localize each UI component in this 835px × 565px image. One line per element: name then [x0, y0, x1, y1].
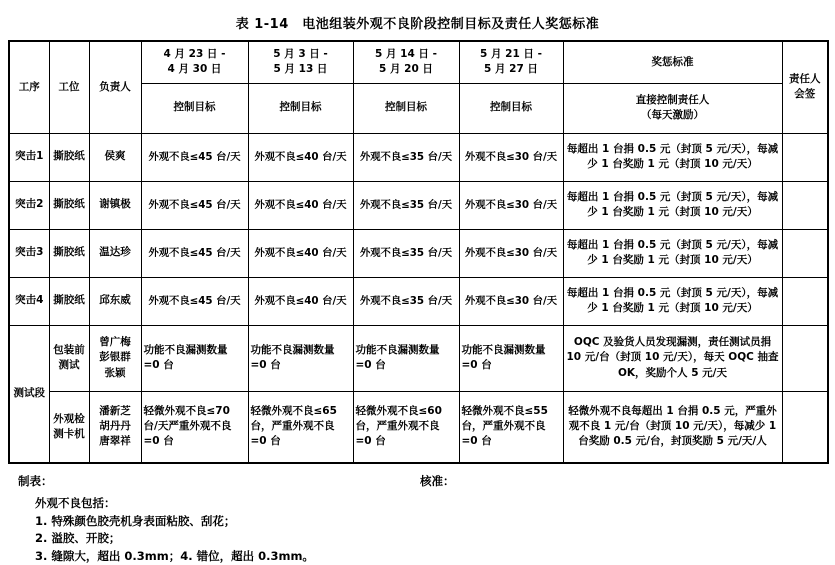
owner-name: 胡丹丹 — [92, 419, 139, 434]
header-reward-sub — [563, 83, 782, 133]
cell-target: 外观不良≤45 台/天 — [141, 277, 248, 325]
cell-target: 外观不良≤30 台/天 — [459, 277, 563, 325]
header-control-target-1: 控制目标 — [141, 83, 248, 133]
cell-process: 突击3 — [9, 229, 49, 277]
cell-owner — [89, 325, 141, 391]
cell-station: 撕胶纸 — [49, 229, 89, 277]
cell-target: 外观不良≤40 台/天 — [248, 133, 353, 181]
cell-owner — [89, 391, 141, 463]
header-station: 工位 — [49, 41, 89, 133]
table-header-row-1 — [9, 41, 828, 83]
header-control-target-3: 控制目标 — [353, 83, 459, 133]
cell-target: 外观不良≤30 台/天 — [459, 133, 563, 181]
cell-reward: 轻微外观不良每超出 1 台捐 0.5 元，严重外观不良 1 元/台（封顶 10 元/天），每减少 1 台奖励 0.5 元/台，封顶奖励 5 元/天/人 — [563, 391, 782, 463]
cell-process: 突击4 — [9, 277, 49, 325]
cell-station: 撕胶纸 — [49, 181, 89, 229]
table-row — [9, 133, 828, 181]
header-period-2 — [248, 41, 353, 83]
cell-countersign — [782, 277, 828, 325]
cell-target: 外观不良≤45 台/天 — [141, 229, 248, 277]
period-line: 5 月 3 日 - — [251, 47, 351, 62]
note-item: 3. 缝隙大，超出 0.3mm；4. 错位，超出 0.3mm。 — [35, 548, 835, 565]
cell-reward: 每超出 1 台捐 0.5 元（封顶 5 元/天），每减少 1 台奖励 1 元（封顶 10 元/天） — [563, 277, 782, 325]
cell-target: 轻微外观不良≤65 台，严重外观不良 =0 台 — [248, 391, 353, 463]
cell-target: 外观不良≤30 台/天 — [459, 229, 563, 277]
cell-target: 外观不良≤35 台/天 — [353, 181, 459, 229]
owner-name: 彭银群 — [92, 350, 139, 365]
owner-name: 张颖 — [92, 366, 139, 381]
table-row — [9, 229, 828, 277]
cell-station: 外观检测卡机 — [49, 391, 89, 463]
period-line: 5 月 20 日 — [356, 62, 457, 77]
cell-owner — [89, 181, 141, 229]
reward-sub-line: 直接控制责任人 — [566, 93, 780, 108]
cell-process: 突击2 — [9, 181, 49, 229]
header-reward-title: 奖惩标准 — [563, 41, 782, 83]
table-row — [9, 181, 828, 229]
owner-name: 唐翠祥 — [92, 434, 139, 449]
cell-countersign — [782, 133, 828, 181]
cell-countersign — [782, 391, 828, 463]
header-period-4 — [459, 41, 563, 83]
cell-target: 轻微外观不良≤55 台，严重外观不良 =0 台 — [459, 391, 563, 463]
cell-station: 撕胶纸 — [49, 133, 89, 181]
note-item: 1. 特殊颜色胶壳机身表面粘胶、刮花； — [35, 513, 835, 531]
owner-name: 潘新芝 — [92, 404, 139, 419]
note-title: 外观不良包括： — [35, 495, 835, 513]
cell-owner — [89, 229, 141, 277]
countersign-line: 会签 — [785, 87, 826, 102]
period-line: 4 月 30 日 — [144, 62, 246, 77]
cell-target: 功能不良漏测数量 =0 台 — [141, 325, 248, 391]
period-line: 5 月 13 日 — [251, 62, 351, 77]
owner-name: 温达珍 — [92, 245, 139, 260]
table-row — [9, 391, 828, 463]
cell-target: 功能不良漏测数量 =0 台 — [459, 325, 563, 391]
cell-target: 外观不良≤45 台/天 — [141, 181, 248, 229]
cell-station: 撕胶纸 — [49, 277, 89, 325]
cell-target: 外观不良≤45 台/天 — [141, 133, 248, 181]
maker-label: 制表： — [18, 474, 53, 488]
cell-owner — [89, 133, 141, 181]
cell-target: 轻微外观不良≤60 台，严重外观不良 =0 台 — [353, 391, 459, 463]
cell-target: 外观不良≤35 台/天 — [353, 277, 459, 325]
header-countersign — [782, 41, 828, 133]
cell-target: 外观不良≤35 台/天 — [353, 133, 459, 181]
countersign-line: 责任人 — [785, 72, 826, 87]
header-process: 工序 — [9, 41, 49, 133]
cell-reward: 每超出 1 台捐 0.5 元（封顶 5 元/天），每减少 1 台奖励 1 元（封顶 10 元/天） — [563, 181, 782, 229]
period-line: 5 月 27 日 — [462, 62, 561, 77]
header-control-target-2: 控制目标 — [248, 83, 353, 133]
note-item: 2. 溢胶、开胶； — [35, 530, 835, 548]
header-period-3 — [353, 41, 459, 83]
page-title: 表 1-14 电池组装外观不良阶段控制目标及责任人奖惩标准 — [0, 0, 835, 32]
cell-reward: 每超出 1 台捐 0.5 元（封顶 5 元/天），每减少 1 台奖励 1 元（封顶 10 元/天） — [563, 229, 782, 277]
table-row — [9, 277, 828, 325]
cell-reward: 每超出 1 台捐 0.5 元（封顶 5 元/天），每减少 1 台奖励 1 元（封顶 10 元/天） — [563, 133, 782, 181]
owner-name: 谢镇极 — [92, 197, 139, 212]
owner-name: 邱东威 — [92, 293, 139, 308]
owner-name: 侯爽 — [92, 149, 139, 164]
cell-target: 功能不良漏测数量 =0 台 — [353, 325, 459, 391]
cell-target: 功能不良漏测数量 =0 台 — [248, 325, 353, 391]
cell-station: 包装前测试 — [49, 325, 89, 391]
cell-target: 外观不良≤40 台/天 — [248, 229, 353, 277]
period-line: 4 月 23 日 - — [144, 47, 246, 62]
cell-target: 外观不良≤35 台/天 — [353, 229, 459, 277]
cell-process: 突击1 — [9, 133, 49, 181]
signature-row — [18, 473, 835, 489]
owner-name: 曾广梅 — [92, 335, 139, 350]
cell-countersign — [782, 325, 828, 391]
approver-label: 核准： — [420, 473, 455, 489]
cell-process-test-section: 测试段 — [9, 325, 49, 463]
header-control-target-4: 控制目标 — [459, 83, 563, 133]
period-line: 5 月 21 日 - — [462, 47, 561, 62]
cell-countersign — [782, 181, 828, 229]
cell-target: 外观不良≤30 台/天 — [459, 181, 563, 229]
reward-sub-line: （每天激励） — [566, 108, 780, 123]
cell-reward: OQC 及验货人员发现漏测，责任测试员捐 10 元/台（封顶 10 元/天），每天 OQC 抽查 OK，奖励个人 5 元/天 — [563, 325, 782, 391]
cell-target: 轻微外观不良≤70 台/天严重外观不良 =0 台 — [141, 391, 248, 463]
cell-target: 外观不良≤40 台/天 — [248, 181, 353, 229]
period-line: 5 月 14 日 - — [356, 47, 457, 62]
header-period-1 — [141, 41, 248, 83]
cell-target: 外观不良≤40 台/天 — [248, 277, 353, 325]
cell-countersign — [782, 229, 828, 277]
defect-control-table — [8, 40, 829, 464]
footnotes — [35, 495, 835, 565]
header-owner: 负责人 — [89, 41, 141, 133]
cell-owner — [89, 277, 141, 325]
table-row — [9, 325, 828, 391]
